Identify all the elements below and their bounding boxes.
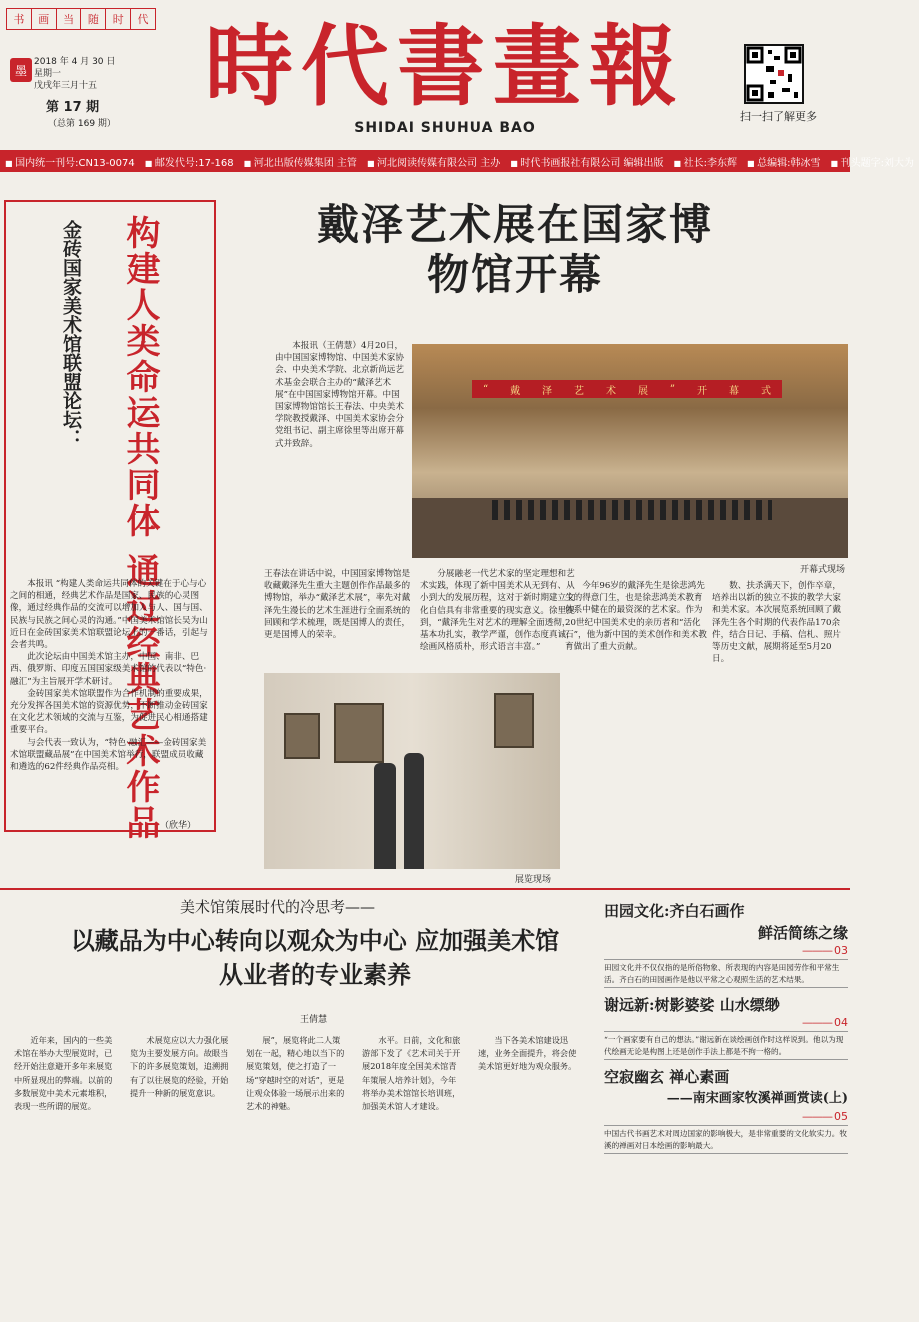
photo-people — [492, 500, 772, 520]
opening-ceremony-photo[interactable] — [412, 344, 848, 558]
banner-char: ” — [669, 383, 676, 395]
slogan-char: 时 — [106, 9, 131, 29]
lunar-date: 戊戌年三月十五 — [34, 81, 98, 91]
sidebar-item-subtitle: 鲜活简练之缘 — [757, 924, 848, 942]
slogan-char: 代 — [137, 13, 149, 26]
paragraph: 与会代表一致认为，“特色·融汇——金砖国家美术馆联盟藏品展”在中国美术馆举行，联盟成员收藏和遴选的62件经典作品亮相。 — [10, 737, 207, 773]
info-bar — [0, 150, 914, 172]
newspaper-pinyin: SHIDAI SHUHUA BAO — [354, 120, 536, 136]
bottom-article-col: 当下各美术馆建设迅速，业务全面提升，将会使美术馆更好地为观众服务。 — [478, 1035, 577, 1072]
info-item: ■ 时代书画报社有限公司 编辑出版 — [505, 154, 668, 169]
sidebar-item-desc: “一个画家要有自己的想法。”谢远新在谈绘画创作时这样说到。他以为现代绘画无论是构图上还是创作手法上都是不拘一格的。 — [604, 1031, 848, 1060]
banner-char: 泽 — [542, 385, 553, 397]
ink-stamp-icon: 墨 — [10, 58, 32, 82]
issue-total: （总第 169 期） — [48, 119, 116, 129]
info-item: ■ 社长:李东辉 — [669, 154, 742, 169]
photo-caption: 开幕式现场 — [800, 565, 846, 575]
painting-frame — [494, 693, 534, 748]
banner-char: 艺 — [574, 385, 585, 397]
paragraph: 金砖国家美术馆联盟作为合作机制的重要成果，充分发挥各国美术馆的资源优势，不断推动金砖国家在文化艺术领域的交流与互鉴，为促进民心相通搭建重要平台。 — [10, 688, 208, 736]
sidebar-item-desc: 中国古代书画艺术对周边国家的影响极大，是非常重要的文化软实力。牧溪的禅画对日本绘画的影响最大。 — [604, 1125, 848, 1154]
main-article-col: 数、扶杀满天下，创作卒章，培养出以新的独立不拔的教学大家和美术家。本次展览系统回顾了戴泽先生各个时期的代表作品170余件，结合日记、手稿、信札、照片等历史文献，展期将延至5月20日。 — [712, 581, 841, 665]
masthead-slogan — [6, 8, 156, 30]
banner-char: “ — [482, 383, 489, 395]
slogan-char: 当 — [57, 9, 82, 29]
banner-char: 展 — [637, 385, 648, 397]
banner-char: 开 — [697, 385, 708, 397]
bottom-byline: 王倩慧 — [300, 1015, 328, 1025]
paragraph: 本报讯 “构建人类命运共同体的关键在于心与心之间的相通，经典艺术作品是国家、民族的心灵图像，通过经典作品的交流可以增加人与人、国与国、民族与民族之间心灵的沟通。”中国美术馆馆长吴为山近日在金砖国家美术馆联盟论坛上的一番话，引起与会者共鸣。 — [10, 579, 208, 651]
main-article-lead: 本报讯（王倩慧）4月20日，由中国国家博物馆、中国美术家协会、中央美术学院、北京新尚远艺术基金会联合主办的“戴泽艺术展”在中国国家博物馆开幕。中国国家博物馆馆长王春法、中央美术学院教授戴泽、中国美术家协会分党组书记、副主席徐里等出席开幕式并致辞。 — [275, 341, 404, 449]
date-info — [34, 56, 115, 92]
sidebar-preview — [604, 900, 848, 1160]
info-item: ■ 邮发代号:17-168 — [140, 154, 239, 169]
painting-frame — [334, 703, 384, 763]
info-item: ■ 刊头题字:刘大为 — [826, 154, 919, 169]
banner-char: 幕 — [728, 385, 739, 397]
slogan-char: 画 — [32, 9, 57, 29]
painting-frame — [284, 713, 320, 759]
bottom-headline[interactable]: 以藏品为中心转向以观众为中心 应加强美术馆从业者的专业素养 — [70, 927, 560, 989]
main-article-col: 王春法在讲话中说，中国国家博物馆是收藏戴泽先生重大主题创作作品最多的博物馆，举办“戴泽艺术展”，率先对戴泽先生漫长的艺术生涯进行全面系统的回顾和学术梳理，既是国博人的责任，更是国博人的荣幸。 — [264, 569, 411, 641]
sidebar-item-title[interactable]: 谢远新:树影婆娑 山水缥缈 — [604, 996, 780, 1014]
weekday: 星期一 — [34, 69, 62, 79]
slogan-char: 书 — [7, 9, 32, 29]
paragraph: 此次论坛由中国美术馆主办，中国、南非、巴西、俄罗斯、印度五国国家级美术馆的代表以“特色·融汇”为主旨展开学术研讨。 — [10, 652, 207, 687]
info-item: ■ 总编辑:韩冰雪 — [742, 154, 825, 169]
banner-char: 术 — [605, 385, 616, 397]
photo-caption: 展览现场 — [515, 875, 552, 885]
left-article-subtitle: 金砖国家美术馆联盟论坛： — [60, 220, 82, 448]
sidebar-page-number[interactable]: ——— 05 — [604, 1110, 848, 1123]
issue-number: 第 17 期 — [46, 100, 100, 115]
sidebar-page-number[interactable]: ——— 03 — [604, 944, 848, 957]
main-article-col: 今年96岁的戴泽先生是徐悲鸿先生的得意门生，也是徐悲鸿美术教育体系中健在的最资深的艺术家。作为20世纪中国美术史的亲历者和“活化石”，他为新中国的美术创作和美术教育做出了重大贡献。 — [565, 581, 707, 653]
sidebar-page-number[interactable]: ——— 04 — [604, 1016, 848, 1029]
section-divider — [0, 888, 850, 890]
visitor-figure — [374, 763, 396, 869]
main-headline[interactable]: 戴泽艺术展在国家博物馆开幕 — [316, 200, 713, 299]
info-item: ■ 国内统一刊号:CN13-0074 — [0, 154, 140, 169]
sidebar-item-title[interactable]: 空寂幽玄 禅心素画 — [604, 1068, 730, 1086]
date: 2018 年 4 月 30 日 — [34, 57, 116, 67]
bottom-article-col: 展”，展览将此二人策划在一起，精心地以当下的展览策划，使之打造了一场“穿越时空的对话”，更是让观众体验一场展示出来的艺术的神魅。 — [246, 1035, 345, 1112]
left-article-body — [10, 578, 210, 773]
bottom-article-col: 术展览应以大力强化展览为主要发展方向。故眼当下的许多展览策划，追溯拥有了以往展览的经验，开始提升一种新的展览意识。 — [130, 1035, 229, 1098]
sidebar-item-subtitle: ——南宋画家牧溪禅画赏读(上) — [666, 1091, 848, 1106]
main-article-col: 分展融老一代艺术家的坚定理想和艺术实践，体现了新中国美术从无到有、从小到大的发展历程，这对于新时期建立文化自信具有非常重要的现实意义。徐里提到，“戴泽先生对艺术的理解全面透彻，基本功扎实，教学严谨，创作态度真诚，绘画风格质朴，形式语言丰富。” — [420, 569, 575, 653]
qr-code-icon[interactable] — [744, 44, 804, 104]
visitor-figure — [404, 753, 424, 869]
bottom-article-col: 近年来，国内的一些美术馆在举办大型展览时，已经开始注意避开多年来展览中所显现出的弊端。以前的多数展览中美术元素堆积，表现一些所谓的展览。 — [14, 1035, 113, 1112]
info-item: ■ 河北阅读传媒有限公司 主办 — [362, 154, 505, 169]
newspaper-title: 時代書畫報 — [204, 14, 685, 118]
sidebar-item-title[interactable]: 田园文化:齐白石画作 — [604, 902, 745, 920]
left-article-author: （欣华） — [160, 821, 197, 831]
bottom-kicker: 美术馆策展时代的冷思考—— — [180, 898, 376, 916]
qr-caption: 扫一扫了解更多 — [740, 110, 817, 123]
exhibition-photo[interactable] — [264, 673, 560, 869]
sidebar-item-desc: 田园文化并不仅仅指的是所俗物象、所表现的内容是田园劳作和平常生活。齐白石的田园画作是他以平常之心观照生活的艺术结果。 — [604, 959, 848, 988]
info-item: ■ 河北出版传媒集团 主管 — [239, 154, 362, 169]
slogan-char: 随 — [81, 9, 106, 29]
photo-banner — [472, 380, 782, 398]
bottom-article-col: 水平。日前，文化和旅游部下发了《艺术司关于开展2018年度全国美术馆青年策展人培养计划》，今年将举办美术馆馆长培训班，加强美术馆人才建设。 — [362, 1035, 461, 1112]
left-article-title[interactable]: 构建人类命运共同体 通过经典艺术作品 — [120, 215, 160, 841]
banner-char: 式 — [760, 385, 771, 397]
banner-char: 戴 — [510, 385, 521, 397]
